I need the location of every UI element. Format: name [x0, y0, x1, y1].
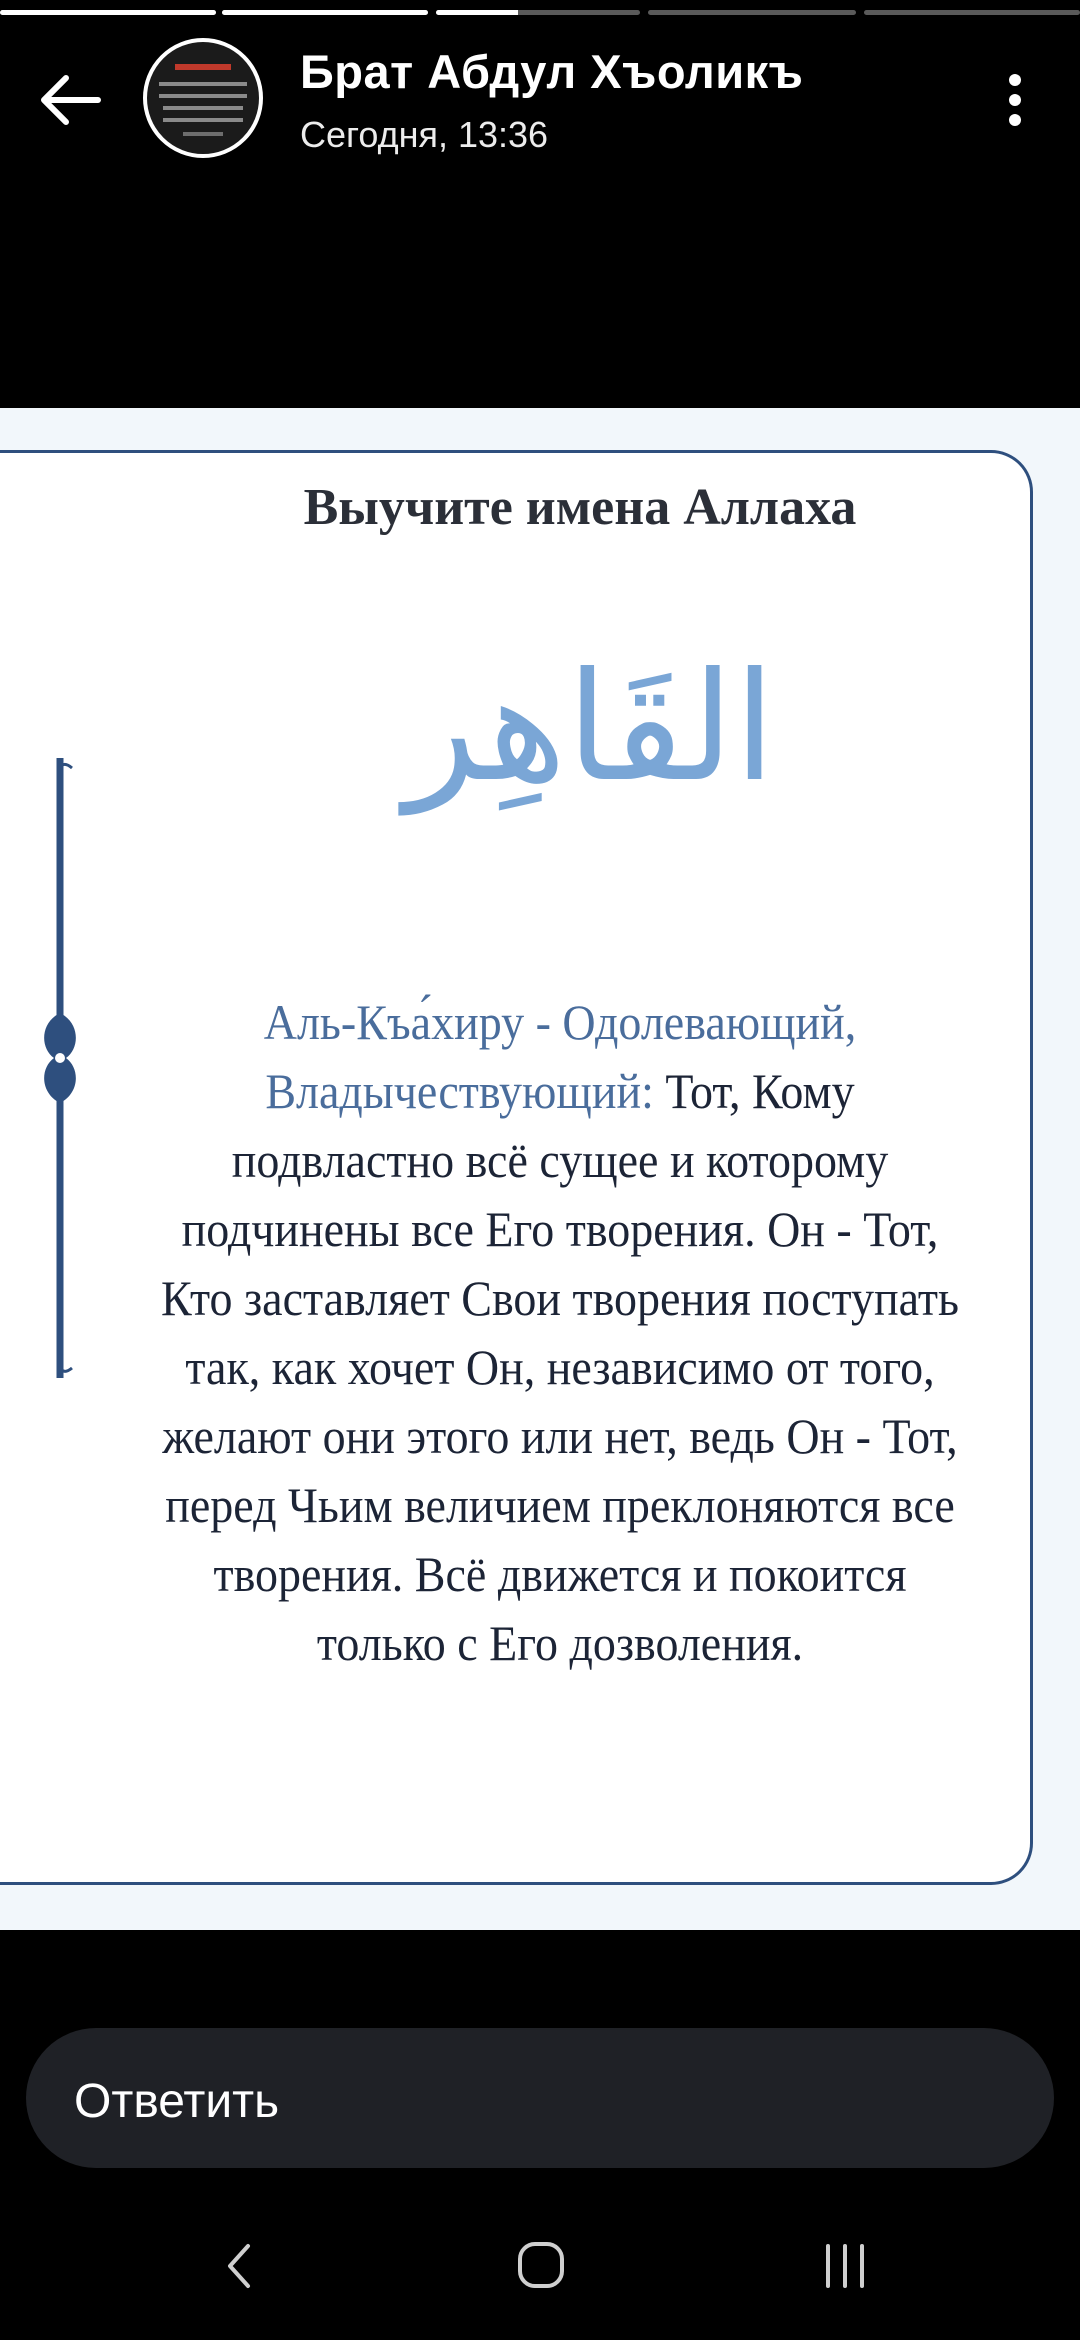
more-vertical-icon[interactable] — [1000, 70, 1028, 130]
description — [155, 988, 965, 1678]
story-timestamp: Сегодня, 13:36 — [300, 114, 549, 155]
arabic-name: القَاهِر — [404, 641, 776, 815]
story-segment — [0, 10, 216, 15]
story-image[interactable] — [0, 408, 1080, 1930]
description-lead: Аль-Къа́хиру - Одолевающий, Владычествующий: — [263, 994, 857, 1119]
decorative-ornament-icon — [40, 758, 80, 1378]
story-segment-active — [436, 10, 640, 15]
story-segment — [648, 10, 856, 15]
avatar[interactable] — [143, 38, 263, 158]
nav-recent-apps-icon[interactable] — [820, 2244, 870, 2288]
reply-label[interactable]: Ответить — [74, 2075, 280, 2128]
arrow-left-icon[interactable] — [36, 70, 106, 130]
story-progress-bar — [0, 10, 1080, 15]
card-title: Выучите имена Аллаха — [303, 479, 857, 536]
story-segment — [222, 10, 428, 15]
story-segment — [864, 10, 1080, 15]
nav-back-icon[interactable] — [220, 2236, 260, 2296]
nav-home-icon[interactable] — [516, 2240, 566, 2290]
description-body: Тот, Кому подвластно всё сущее и которому подчинены все Его творения. Он - Тот, Кто заставляет Свои творения поступать так, как хочет Он, независимо от того, желают они этого или нет, ведь Он - Тот, перед Чьим величием преклоняются все творения. Всё движется и покоится только с Его дозволения. — [161, 1063, 959, 1671]
contact-name[interactable]: Брат Абдул Хъоликъ — [300, 45, 804, 98]
